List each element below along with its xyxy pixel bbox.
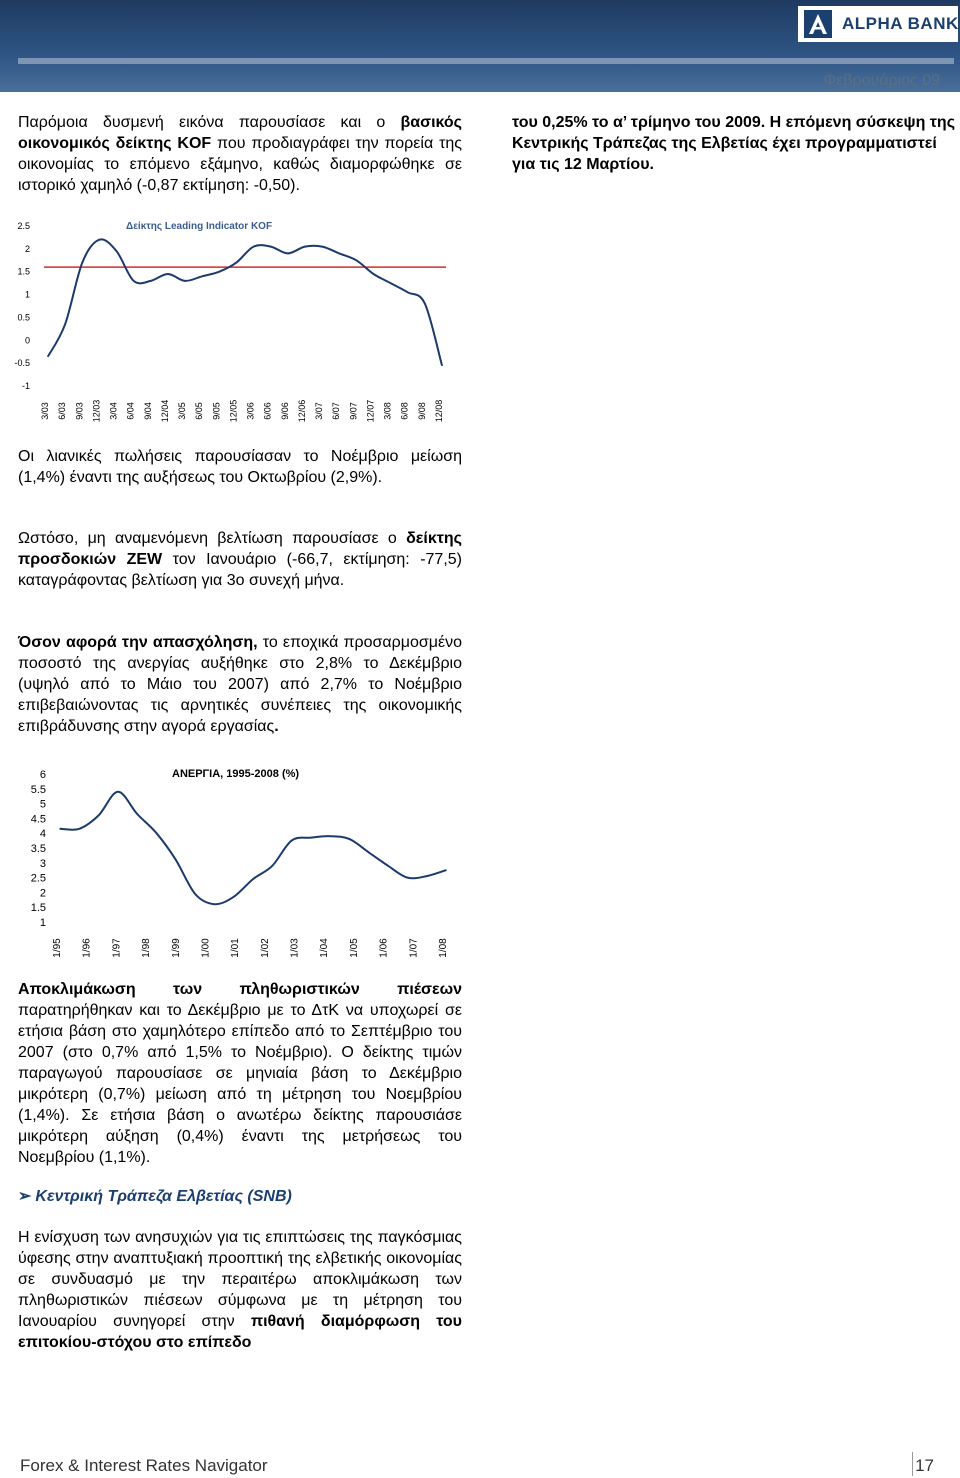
paragraph-zew xyxy=(18,528,462,591)
unemployment-series-line xyxy=(60,792,446,904)
section-heading-text: Κεντρική Τράπεζα Ελβετίας (SNB) xyxy=(35,1188,292,1205)
x-tick-label: 1/99 xyxy=(170,938,182,958)
paragraph-retail-sales: Οι λιανικές πωλήσεις παρουσίασαν το Νοέμβριο μείωση (1,4%) έναντι της αυξήσεως του Οκτωβρίου (2,9%). xyxy=(18,448,462,486)
text-run-bold: πιθανή διαμόρφωση του επιτοκίου-στόχου στο επίπεδο xyxy=(18,1313,462,1351)
y-tick-label: 1.5 xyxy=(30,902,46,915)
data-point xyxy=(194,893,196,895)
text-run: παρατηρήθηκαν και το Δεκέμβριο με το ΔτΚ να υποχωρεί σε ετήσια βάση στο χαμηλότερο επίπεδο από το Σεπτέμβριο του 2007 (στο 0,7% από 1,5% το Νοέμβριο). Ο δείκτης τιμών παραγωγού παρουσίασε σε μηνιαία βάση το Δεκέμβριο μικρότερη (0,7%) μείωση από τη μέτρηση του Νοεμβρίου (1,4%). Σε ετήσια βάση ο ανωτέρω δείκτης παρουσιάσε μικρότερη αύξηση (0,4%) έναντι της μετρήσεως του Νοεμβρίου (1,1%). xyxy=(18,1002,462,1166)
data-point xyxy=(426,875,428,877)
data-point xyxy=(407,291,409,293)
chart-title: ΑΝΕΡΓΙΑ, 1995-2008 (%) xyxy=(172,768,300,780)
data-point xyxy=(117,791,119,793)
paragraph-employment xyxy=(18,632,462,737)
y-tick-label: 6 xyxy=(39,769,46,781)
x-tick-label: 3/08 xyxy=(382,402,393,420)
section-heading-snb xyxy=(18,1186,292,1206)
x-tick-label: 9/04 xyxy=(142,402,153,420)
data-point xyxy=(445,869,447,871)
x-tick-label: 1/00 xyxy=(200,938,212,958)
data-point xyxy=(175,859,177,861)
x-tick-label: 12/06 xyxy=(296,399,307,423)
x-tick-label: 6/06 xyxy=(262,402,273,420)
x-tick-label: 1/95 xyxy=(52,938,63,958)
text-run: που προδιαγράφει την πορεία της οικονομίας το επόμενο εξάμηνο, καθώς διαμορφώθηκε σε ιστορικό χαμηλό (-0,87 εκτίμηση: -0,50). xyxy=(18,135,462,194)
y-tick-label: 4.5 xyxy=(30,813,46,826)
data-point xyxy=(219,271,221,273)
footer-title: Forex & Interest Rates Navigator xyxy=(20,1456,268,1475)
y-tick-label: 5 xyxy=(39,798,46,811)
text-run-bold: Όσον αφορά την απασχόληση, xyxy=(18,634,258,651)
data-point xyxy=(236,262,238,264)
alpha-bank-icon xyxy=(804,10,832,38)
y-tick-label: 1 xyxy=(24,289,30,300)
x-tick-label: 1/98 xyxy=(141,938,153,958)
y-tick-label: 0.5 xyxy=(17,312,30,323)
x-tick-label: 3/03 xyxy=(40,402,50,420)
x-tick-label: 1/96 xyxy=(81,938,93,958)
y-tick-label: 1 xyxy=(39,917,46,929)
data-point xyxy=(64,323,66,325)
y-tick-label: 2.5 xyxy=(17,221,30,231)
paragraph-inflation xyxy=(18,979,462,1168)
data-point xyxy=(310,837,312,839)
y-tick-label: -1 xyxy=(21,381,30,391)
data-point xyxy=(390,282,392,284)
x-tick-label: 9/03 xyxy=(74,402,85,420)
x-tick-label: 1/06 xyxy=(378,938,390,958)
x-tick-label: 12/05 xyxy=(228,399,239,423)
x-tick-label: 6/08 xyxy=(399,402,410,420)
data-point xyxy=(59,828,61,830)
data-point xyxy=(133,280,135,282)
data-point xyxy=(167,273,169,275)
y-tick-label: 2 xyxy=(24,243,30,254)
x-tick-label: 3/06 xyxy=(245,402,256,420)
y-tick-label: 2.5 xyxy=(30,872,46,885)
text-run-bold: δείκτης προσδοκιών ZEW xyxy=(18,530,462,568)
y-tick-label: 4 xyxy=(39,828,46,841)
data-point xyxy=(373,273,375,275)
page-number: 17 xyxy=(915,1456,934,1475)
x-tick-label: 1/04 xyxy=(319,938,331,958)
y-tick-label: 1.5 xyxy=(17,266,30,277)
data-point xyxy=(272,865,274,867)
x-tick-label: 1/05 xyxy=(348,938,360,958)
data-point xyxy=(253,246,255,248)
chart-title: Δείκτης Leading Indicator KOF xyxy=(126,221,273,232)
x-tick-label: 3/05 xyxy=(177,402,188,420)
x-tick-label: 12/03 xyxy=(91,399,102,423)
x-tick-label: 1/08 xyxy=(438,938,449,958)
y-tick-label: 0 xyxy=(24,335,30,346)
y-tick-label: 5.5 xyxy=(30,783,46,796)
data-point xyxy=(368,852,370,854)
x-tick-label: 9/06 xyxy=(279,402,290,420)
kof-indicator-chart xyxy=(14,218,458,432)
data-point xyxy=(329,835,331,837)
text-run: Η ενίσχυση των ανησυχιών για τις επιπτώσεις της παγκόσμιας ύφεσης στην αναπτυξιακή προοπτική της ελβετικής οικονομίας σε συνδυασμό με την περαιτέρω αποκλιμάκωση των πληθωριστικών πιέσεων σύμφωνα με τη μέτρηση του Ιανουαρίου συνηγορεί στην xyxy=(18,1229,462,1330)
text-run: τον Ιανουάριο (-66,7, εκτίμηση: -77,5) καταγράφοντας βελτίωση για 3ο συνεχή μήνα. xyxy=(18,551,462,589)
data-point xyxy=(252,878,254,880)
x-tick-label: 1/02 xyxy=(259,938,271,958)
data-point xyxy=(99,239,101,241)
bank-logo xyxy=(798,6,958,42)
text-run: Παρόμοια δυσμενή εικόνα παρουσίασε και ο xyxy=(18,114,401,131)
data-point xyxy=(98,815,100,817)
data-point xyxy=(214,903,216,905)
x-tick-label: 12/07 xyxy=(365,399,376,423)
x-tick-label: 12/08 xyxy=(434,399,444,423)
paragraph-snb xyxy=(18,1227,462,1353)
data-point xyxy=(201,275,203,277)
data-point xyxy=(81,262,83,264)
data-point xyxy=(79,828,81,830)
data-point xyxy=(291,840,293,842)
x-tick-label: 6/04 xyxy=(125,402,136,420)
data-point xyxy=(349,838,351,840)
text-run-bold: Αποκλιμάκωση των πληθωριστικών πιέσεων xyxy=(18,981,462,998)
x-tick-label: 1/97 xyxy=(111,938,123,958)
x-tick-label: 1/07 xyxy=(408,938,420,958)
text-run-bold: . xyxy=(274,718,279,735)
text-run: Ωστόσο, μη αναμενόμενη βελτίωση παρουσίασε ο xyxy=(18,530,407,547)
data-point xyxy=(233,896,235,898)
data-point xyxy=(184,280,186,282)
x-tick-label: 1/01 xyxy=(230,938,242,958)
y-tick-label: -0.5 xyxy=(14,358,30,369)
x-tick-label: 12/04 xyxy=(159,399,170,423)
text-run: το εποχικά προσαρμοσμένο ποσοστό της ανεργίας αυξήθηκε στο 2,8% το Δεκέμβριο (υψηλό από το Μάιο του 2007) από 2,7% το Νοέμβριο επιβεβαιώνοντας τις αρνητικές συνέπειες της οικονομικής επιβράδυνσης στην αγορά εργασίας xyxy=(18,634,462,735)
data-point xyxy=(136,813,138,815)
data-point xyxy=(304,246,306,248)
data-point xyxy=(47,355,49,357)
y-tick-label: 2 xyxy=(39,887,46,900)
data-point xyxy=(407,877,409,879)
footer-divider xyxy=(912,1452,913,1476)
header-stripe xyxy=(18,58,954,64)
data-point xyxy=(270,246,272,248)
text-run-bold: βασικός οικονομικός δείκτης KOF xyxy=(18,114,462,152)
x-tick-label: 9/08 xyxy=(416,402,427,420)
x-tick-label: 6/03 xyxy=(57,402,68,420)
data-point xyxy=(338,253,340,255)
issue-date: Φεβρουάριος 09 xyxy=(823,72,940,89)
unemployment-chart xyxy=(18,762,458,972)
data-point xyxy=(321,246,323,248)
x-tick-label: 6/05 xyxy=(194,402,205,420)
x-tick-label: 3/04 xyxy=(108,402,119,420)
data-point xyxy=(441,365,443,367)
bank-name: ALPHA BANK xyxy=(842,14,959,33)
x-tick-label: 3/07 xyxy=(314,402,325,420)
data-point xyxy=(156,832,158,834)
kof-series-line xyxy=(48,239,442,365)
x-tick-label: 6/07 xyxy=(331,402,342,420)
data-point xyxy=(424,303,426,305)
y-tick-label: 3.5 xyxy=(30,843,46,855)
data-point xyxy=(387,865,389,867)
paragraph-kof xyxy=(18,112,462,196)
data-point xyxy=(150,280,152,282)
data-point xyxy=(287,253,289,255)
arrow-bullet-icon: ➢ xyxy=(18,1188,32,1205)
x-tick-label: 9/07 xyxy=(348,402,359,420)
y-tick-label: 3 xyxy=(39,857,46,870)
data-point xyxy=(356,259,358,261)
x-tick-label: 1/03 xyxy=(289,938,301,958)
x-tick-label: 9/05 xyxy=(211,402,222,420)
data-point xyxy=(116,250,118,252)
paragraph-snb-continued: του 0,25% το α’ τρίμηνο του 2009. Η επόμενη σύσκεψη της Κεντρικής Τράπεζας της Ελβετίας έχει προγραμματιστεί για τις 12 Μαρτίου. xyxy=(512,114,956,173)
